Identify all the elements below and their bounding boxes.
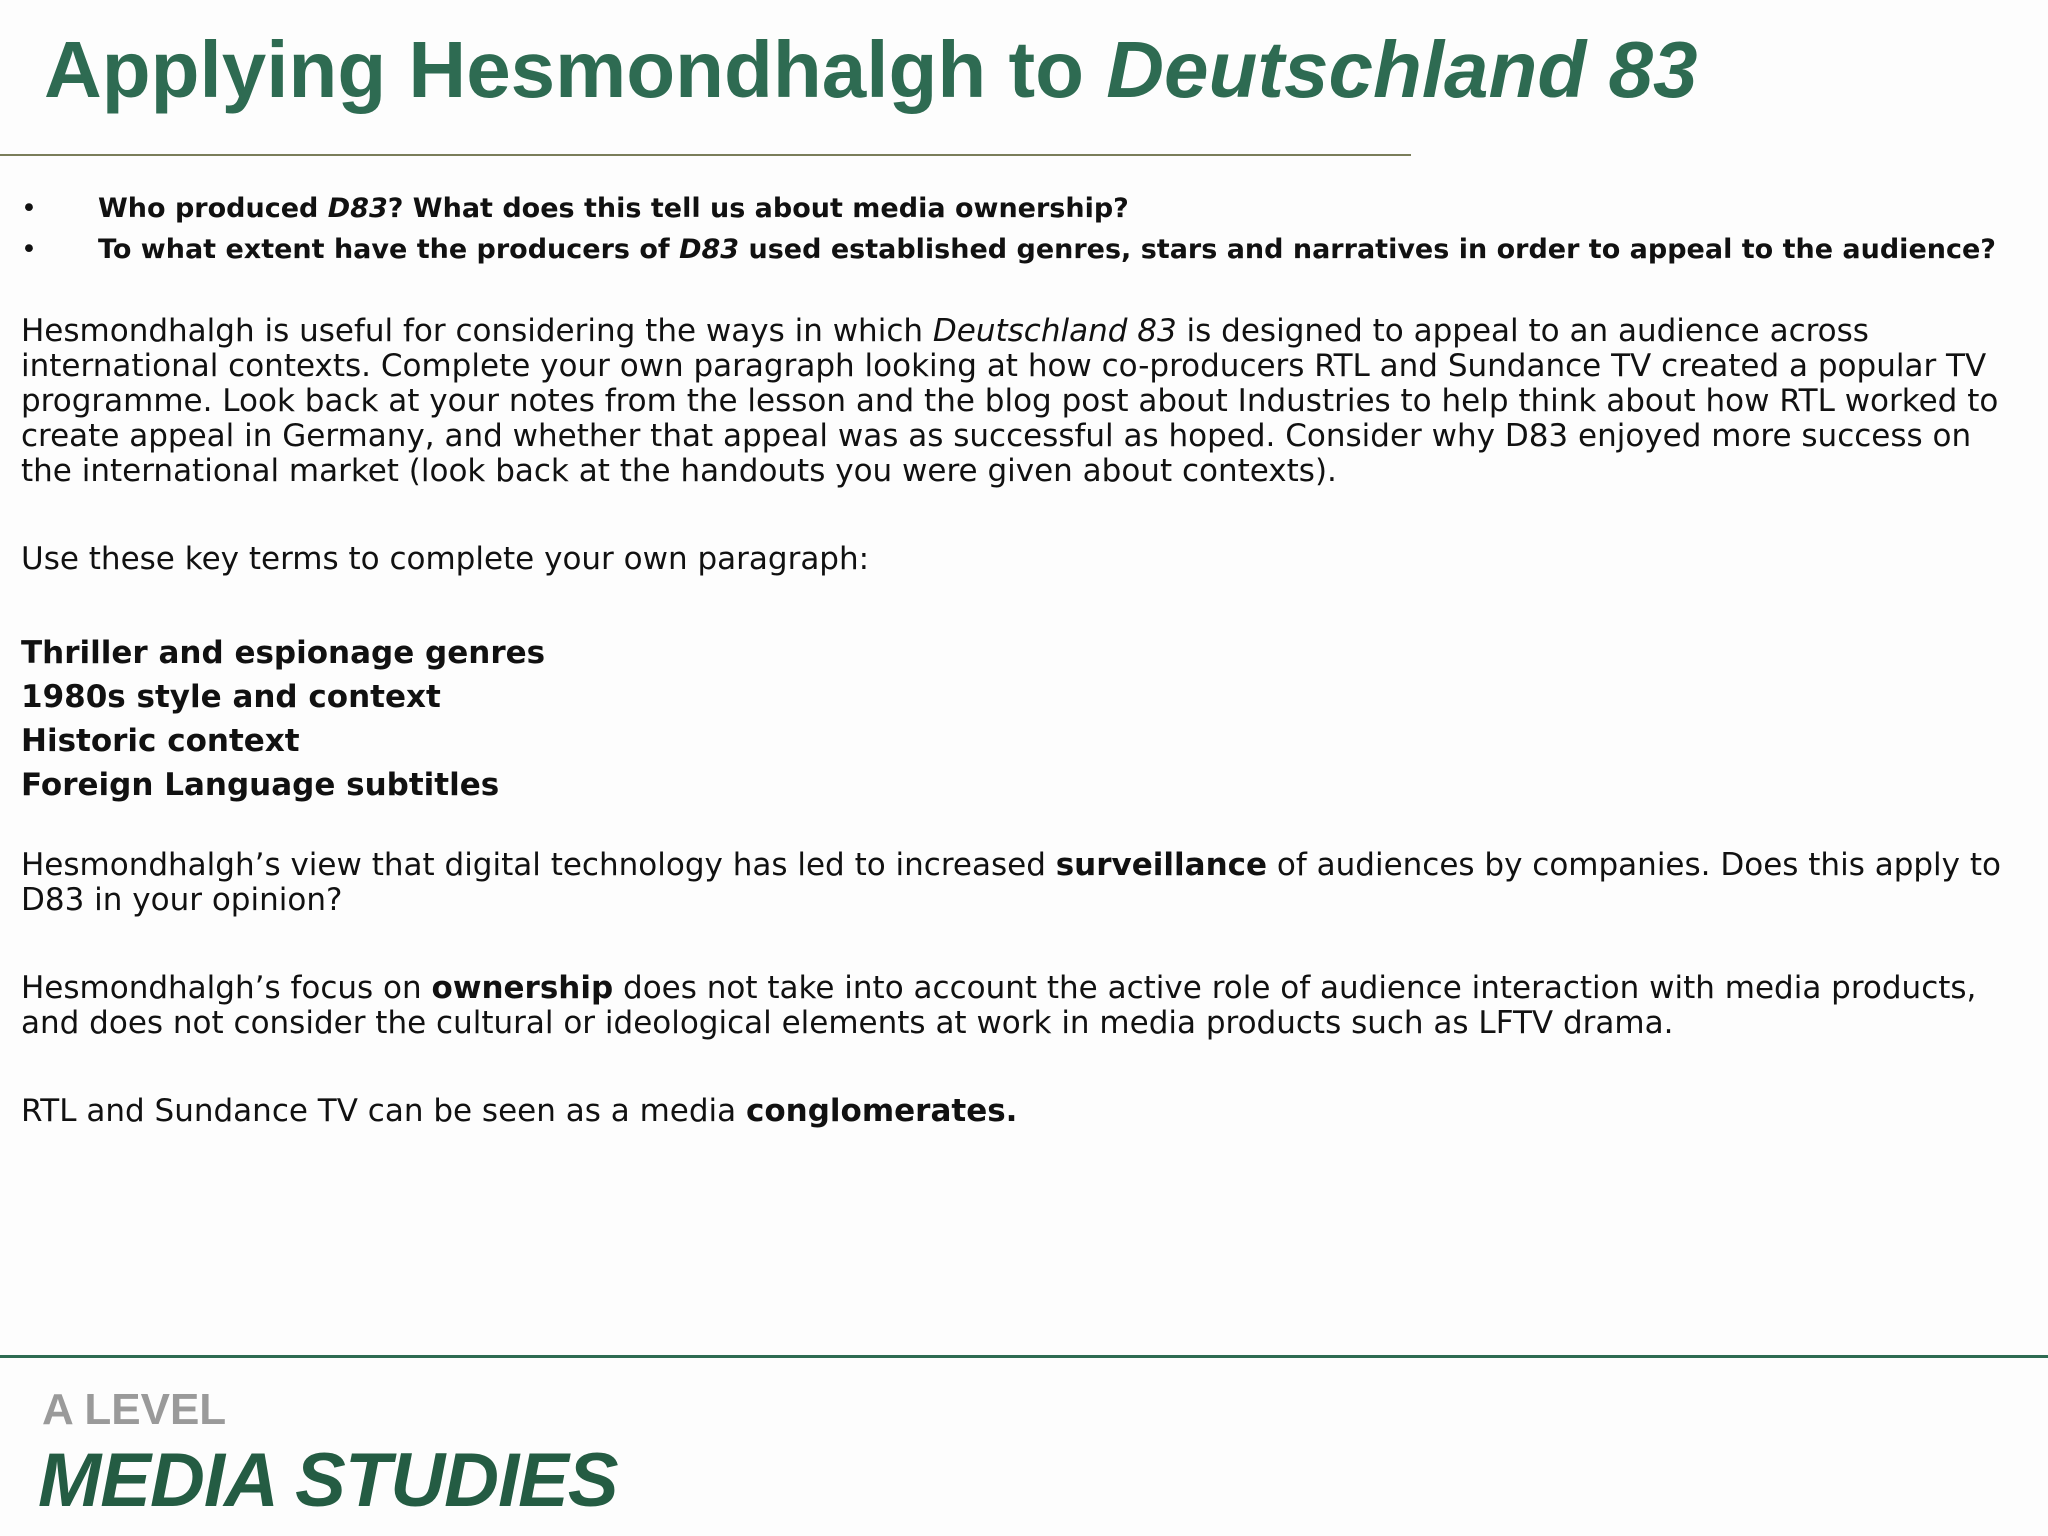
conglomerates-paragraph: RTL and Sundance TV can be seen as a media conglomerates.: [21, 1093, 1018, 1129]
surveillance-paragraph: Hesmondhalgh’s view that digital technology has led to increased surveillance of audiences by companies. Does this apply to D83 in your opinion?: [21, 847, 2001, 918]
question-list: [21, 188, 2011, 270]
key-terms-list: [21, 631, 2011, 807]
ownership-paragraph: Hesmondhalgh’s focus on ownership does not take into account the active role of audience interaction with media products, and does not consider the cultural or ideological elements at work in media products such as LFTV drama.: [21, 970, 1977, 1041]
key-term: 1980s style and context: [21, 679, 441, 715]
question-item: • Who produced D83? What does this tell us about media ownership?: [21, 188, 2011, 229]
slide-title-main: Applying Hesmondhalgh to: [44, 25, 1107, 114]
question-item: • To what extent have the producers of D83 used established genres, stars and narratives in order to appeal to the audience?: [21, 229, 2011, 270]
bullet-icon: •: [21, 193, 37, 224]
bullet-icon: •: [21, 234, 37, 265]
key-term: Foreign Language subtitles: [21, 767, 500, 803]
logo-media-studies: MEDIA STUDIES: [38, 1438, 618, 1523]
title-divider: [0, 154, 1411, 156]
slide-title-italic: Deutschland 83: [1106, 25, 1698, 114]
footer-divider: [0, 1355, 2048, 1358]
key-term: Historic context: [21, 723, 300, 759]
logo-a-level: A LEVEL: [42, 1385, 227, 1434]
intro-paragraph: Hesmondhalgh is useful for considering the ways in which Deutschland 83 is designed to appeal to an audience across international contexts. Complete your own paragraph looking at how co-producers RTL and Sundance TV created a popular TV programme. Look back at your notes from the lesson and the blog post about Industries to help think about how RTL worked to create appeal in Germany, and whether that appeal was as successful as hoped. Consider why D83 enjoyed more success on the international market (look back at the handouts you were given about contexts).: [21, 313, 1999, 489]
slide-title: [44, 22, 1697, 118]
key-terms-prompt: Use these key terms to complete your own paragraph:: [21, 541, 870, 577]
slide-content: [21, 188, 2011, 1129]
key-term: Thriller and espionage genres: [21, 635, 546, 671]
